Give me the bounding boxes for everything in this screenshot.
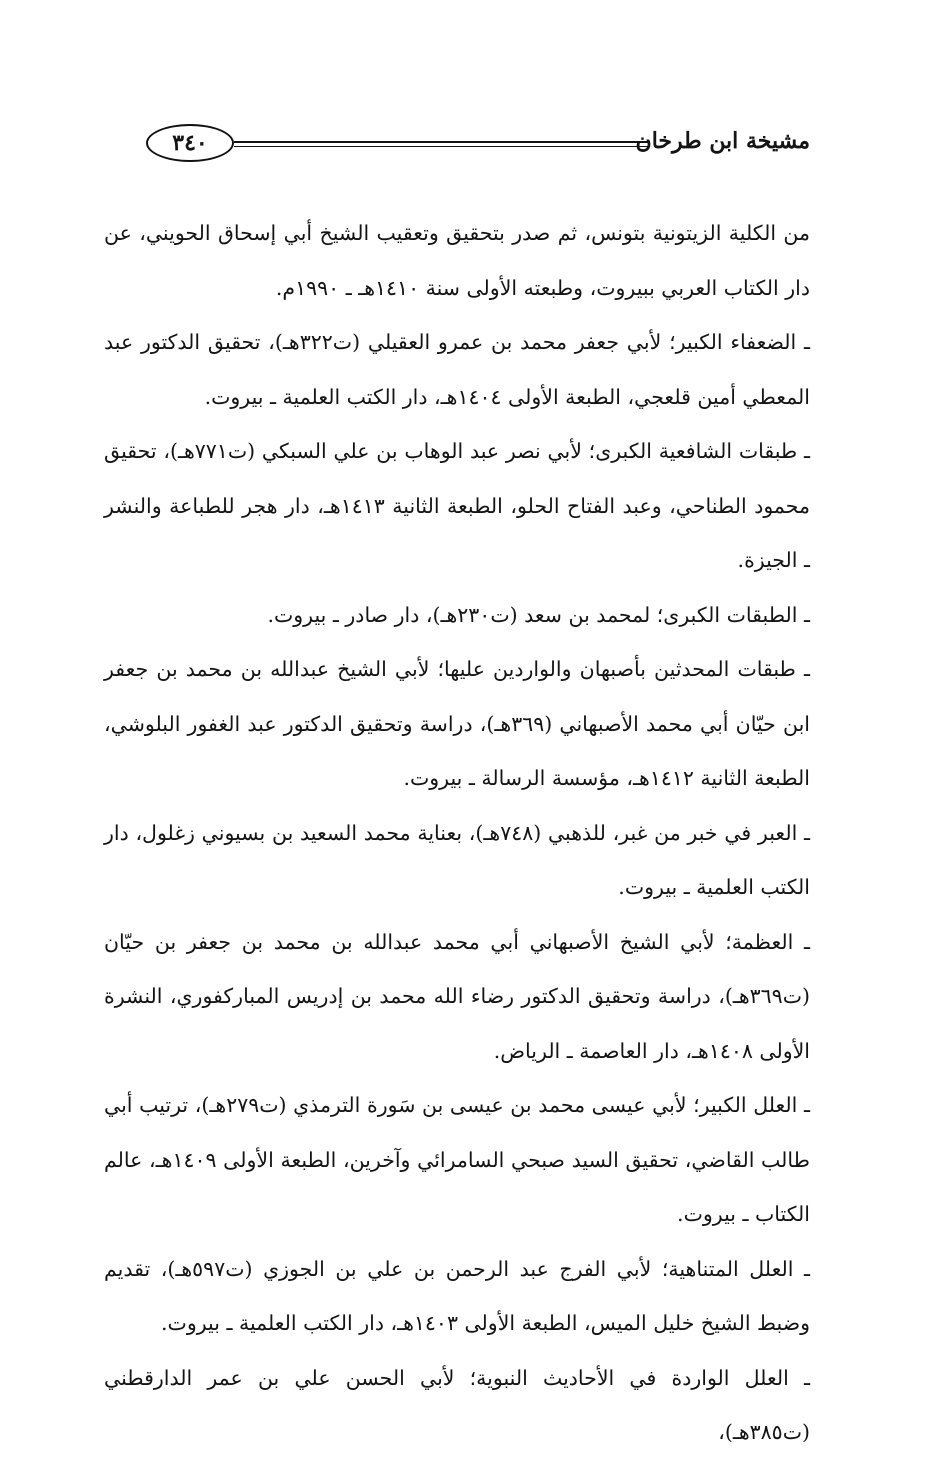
bibliography-entry: ـ العظمة؛ لأبي الشيخ الأصبهاني أبي محمد عبدالله بن محمد بن جعفر بن حيّان (ت٣٦٩هـ)، دراسة وتحقيق الدكتور رضاء الله محمد بن إدريس المباركفوري، النشرة الأولى ١٤٠٨هـ، دار العاصمة ـ الرياض.: [104, 929, 810, 1063]
bibliography-entry: من الكلية الزيتونية بتونس، ثم صدر بتحقيق وتعقيب الشيخ أبي إسحاق الحويني، عن دار الكتاب العربي ببيروت، وطبعته الأولى سنة ١٤١٠هـ ـ ١٩٩٠م.: [104, 221, 810, 300]
bibliography-entry: ـ العلل الكبير؛ لأبي عيسى محمد بن عيسى بن سَورة الترمذي (ت٢٧٩هـ)، ترتيب أبي طالب القاضي، تحقيق السيد صبحي السامرائي وآخرين، الطبعة الأولى ١٤٠٩هـ، عالم الكتاب ـ بيروت.: [104, 1093, 810, 1226]
bibliography-entry: ـ العلل المتناهية؛ لأبي الفرج عبد الرحمن بن علي بن الجوزي (ت٥٩٧هـ)، تقديم وضبط الشيخ خليل الميس، الطبعة الأولى ١٤٠٣هـ، دار الكتب العلمية ـ بيروت.: [104, 1256, 810, 1335]
page-number: ٣٤٠: [146, 124, 234, 162]
bibliography-entry: ـ العلل الواردة في الأحاديث النبوية؛ لأبي الحسن علي بن عمر الدارقطني (ت٣٨٥هـ)،: [104, 1365, 810, 1444]
running-header: [104, 124, 810, 168]
bibliography-entry: ـ الضعفاء الكبير؛ لأبي جعفر محمد بن عمرو العقيلي (ت٣٢٢هـ)، تحقيق الدكتور عبد المعطي أمين قلعجي، الطبعة الأولى ١٤٠٤هـ، دار الكتب العلمية ـ بيروت.: [104, 330, 810, 409]
bibliography-list: [104, 206, 810, 1460]
bibliography-entry: ـ الطبقات الكبرى؛ لمحمد بن سعد (ت٢٣٠هـ)، دار صادر ـ بيروت.: [267, 602, 810, 627]
bibliography-entry: ـ طبقات المحدثين بأصبهان والواردين عليها؛ لأبي الشيخ عبدالله بن محمد بن جعفر ابن حيّان أبي محمد الأصبهاني (٣٦٩هـ)، دراسة وتحقيق الدكتور عبد الغفور البلوشي، الطبعة الثانية ١٤١٢هـ، مؤسسة الرسالة ـ بيروت.: [104, 657, 810, 790]
bibliography-entry: ـ العبر في خبر من غبر، للذهبي (٧٤٨هـ)، بعناية محمد السعيد بن بسيوني زغلول، دار الكتب العلمية ـ بيروت.: [104, 820, 810, 899]
bibliography-entry: ـ طبقات الشافعية الكبرى؛ لأبي نصر عبد الوهاب بن علي السبكي (ت٧٧١هـ)، تحقيق محمود الطناحي، وعبد الفتاح الحلو، الطبعة الثانية ١٤١٣هـ، دار هجر للطباعة والنشر ـ الجيزة.: [104, 439, 810, 572]
header-rule: [234, 141, 650, 147]
book-title: مشيخة ابن طرخان: [635, 128, 810, 154]
